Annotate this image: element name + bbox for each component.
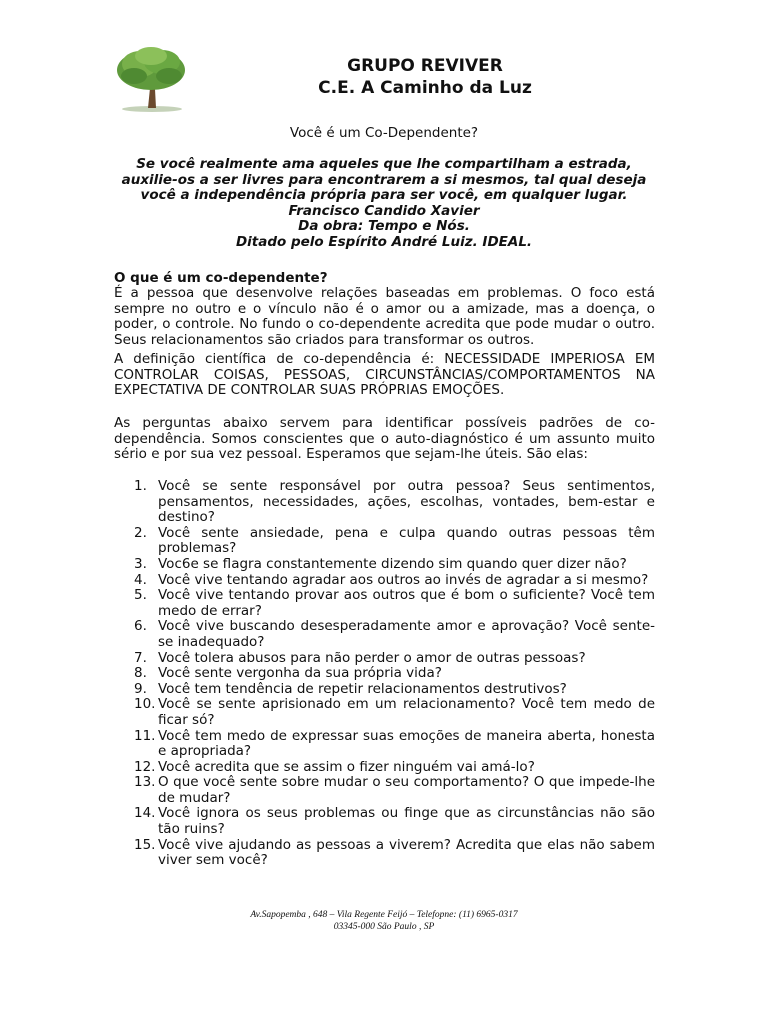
question-number-text: 9. [134,680,147,697]
question-number [114,838,158,869]
question-number-text: 14. [134,805,156,822]
question-number-text: 4. [134,571,147,588]
question-number [114,588,158,619]
question-item [114,479,655,526]
footer-line: 03345-000 São Paulo , SP [333,922,435,932]
question-number [114,651,158,667]
question-text: Você se sente responsável por outra pessoa? Seus sentimentos, pensamentos, necessidades, ações, escolhas, vontades, bem-estar e destino? [158,478,655,526]
question-number-text: 10. [134,696,156,713]
question-text: Você sente ansiedade, pena e culpa quando outras pessoas têm problemas? [158,524,655,557]
question-item [114,697,655,728]
epigraph-line: auxilie-os a ser livres para encontrarem a si mesmos, tal qual deseja [121,171,647,188]
epigraph-line: Se você realmente ama aqueles que lhe compartilham a estrada, [136,156,632,172]
epigraph-dictation: Ditado pelo Espírito André Luiz. IDEAL. [235,233,533,250]
question-number-text: 7. [134,649,147,666]
question-item [114,619,655,650]
epigraph-source: Da obra: Tempo e Nós. [298,218,470,234]
question-number-text: 13. [134,774,156,791]
question-item [114,666,655,682]
question-number [114,557,158,573]
footer-line: Av.Sapopemba , 648 – Vila Regente Feijó – Telefopne: (11) 6965-0317 [250,910,518,920]
question-number [114,760,158,776]
scientific-definition-paragraph: A definição científica de co-dependência é: NECESSIDADE IMPERIOSA EM CONTROLAR COISAS, PESSOAS, CIRCUNSTÂNCIAS/COMPORTAMENTOS NA EXPECTATIVA DE CONTROLAR SUAS PRÓPRIAS EMOÇÕES. [114,351,655,399]
section-heading: O que é um co-dependente? [114,270,328,286]
question-text: Você acredita que se assim o fizer ninguém vai amá-lo? [158,758,535,775]
question-text: Você se sente aprisionado em um relacionamento? Você tem medo de ficar só? [158,696,655,728]
question-number-text: 12. [134,758,156,775]
org-subtitle: C.E. A Caminho da Luz [318,78,532,98]
question-number [114,682,158,698]
question-number-text: 15. [134,836,156,853]
question-item [114,573,655,589]
questions-list [114,479,655,869]
question-item [114,682,655,698]
question-item [114,806,655,837]
question-text: O que você sente sobre mudar o seu comportamento? O que impede-lhe de mudar? [158,774,655,806]
footer-address [0,909,768,933]
question-number [114,729,158,760]
question-text: Você vive ajudando as pessoas a viverem? Acredita que elas não sabem viver sem você? [158,836,655,869]
tree-icon [112,44,190,114]
question-item [114,651,655,667]
question-item [114,838,655,869]
question-number [114,526,158,557]
question-item [114,729,655,760]
question-item [114,760,655,776]
question-text: Você tem medo de expressar suas emoções de maneira aberta, honesta e apropriada? [158,727,655,760]
question-number-text: 6. [134,618,147,635]
question-number-text: 5. [134,587,147,604]
question-text: Voc6e se flagra constantemente dizendo sim quando quer dizer não? [158,555,627,572]
question-number [114,666,158,682]
question-text: Você vive tentando provar aos outros que é bom o suficiente? Você tem medo de errar? [158,587,655,619]
question-number-text: 11. [134,727,156,744]
org-name: GRUPO REVIVER [347,56,503,76]
question-item [114,526,655,557]
intro-paragraph: As perguntas abaixo servem para identificar possíveis padrões de co-dependência. Somos conscientes que o auto-diagnóstico é um assunto muito sério e por sua vez pessoal. Esperamos que sejam-lhe úteis. São elas: [114,415,655,463]
question-number [114,697,158,728]
epigraph-line: você a independência própria para ser você, em qualquer lugar. [140,187,628,203]
epigraph-author: Francisco Candido Xavier [288,202,480,219]
question-number [114,619,158,650]
question-item [114,775,655,806]
epigraph [100,157,668,250]
document-title: Você é um Co-Dependente? [289,125,479,141]
question-text: Você sente vergonha da sua própria vida? [158,665,442,682]
question-text: Você vive buscando desesperadamente amor e aprovação? Você sente-se inadequado? [158,618,655,650]
question-item [114,588,655,619]
question-text: Você tem tendência de repetir relacionamentos destrutivos? [158,680,567,697]
question-item [114,557,655,573]
question-text: Você vive tentando agradar aos outros ao invés de agradar a si mesmo? [158,571,649,588]
question-number-text: 3. [134,555,147,572]
question-number [114,573,158,589]
question-number-text: 2. [134,524,147,541]
question-number [114,479,158,526]
question-number [114,806,158,837]
question-number-text: 8. [134,665,147,682]
question-text: Você tolera abusos para não perder o amor de outras pessoas? [158,649,586,666]
definition-paragraph: É a pessoa que desenvolve relações baseadas em problemas. O foco está sempre no outro e o vínculo não é o amor ou a amizade, mas a doença, o poder, o controle. No fundo o co-dependente acredita que pode mudar o outro. Seus relacionamentos são criados para transformar os outros. [114,285,655,348]
question-text: Você ignora os seus problemas ou finge que as circunstâncias não são tão ruins? [158,805,655,838]
question-number [114,775,158,806]
question-number-text: 1. [134,478,147,494]
